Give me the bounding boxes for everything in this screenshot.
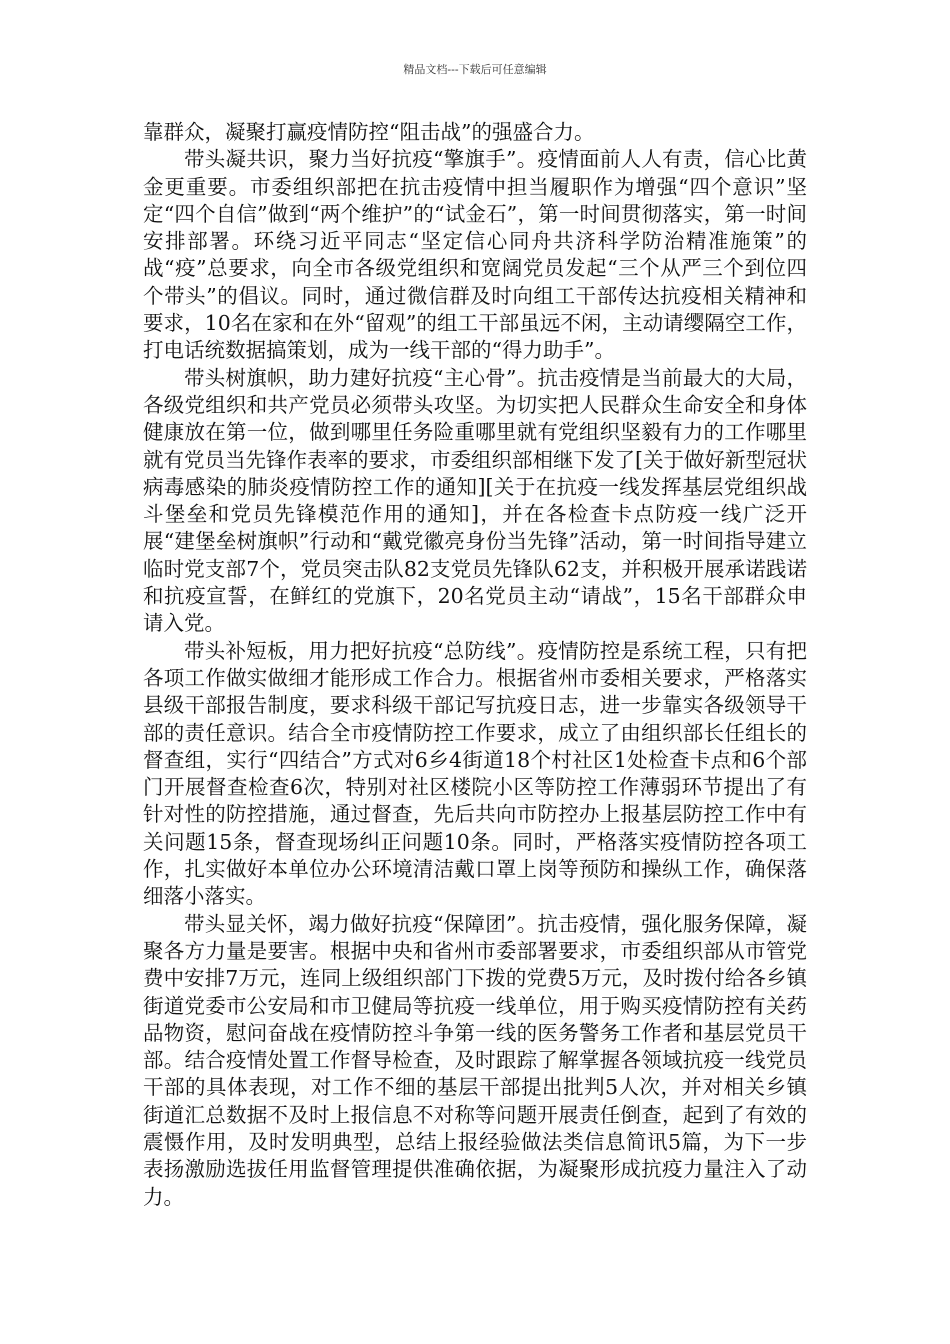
document-body [143,119,807,1211]
paragraph-consensus: 带头凝共识，聚力当好抗疫“擎旗手”。疫情面前人人有责，信心比黄金更重要。市委组织部把在抗击疫情中担当履职作为增强“四个意识”坚定“四个自信”做到“两个维护”的“试金石”，第一时间贯彻落实，第一时间安排部署。环绕习近平同志“坚定信心同舟共济科学防治精准施策”的战“疫”总要求，向全市各级党组织和宽阔党员发起“三个从严三个到位四个带头”的倡议。同时，通过微信群及时向组工干部传达抗疫相关精神和要求，10名在家和在外“留观”的组工干部虽远不闲，主动请缨隔空工作，打电话统数据搞策划，成为一线干部的“得力助手”。 [143,147,807,363]
paragraph-banner: 带头树旗帜，助力建好抗疫“主心骨”。抗击疫情是当前最大的大局，各级党组织和共产党员必须带头攻坚。为切实把人民群众生命安全和身体健康放在第一位，做到哪里任务险重哪里就有党组织坚毅有力的工作哪里就有党员当先锋作表率的要求，市委组织部相继下发了[关于做好新型冠状病毒感染的肺炎疫情防控工作的通知][关于在抗疫一线发挥基层党组织战斗堡垒和党员先锋模范作用的通知]，并在各检查卡点防疫一线广泛开展“建堡垒树旗帜”行动和“戴党徽亮身份当先锋”活动，第一时间指导建立临时党支部7个，党员突击队82支党员先锋队62支，并积极开展承诺践诺和抗疫宣誓，在鲜红的党旗下，20名党员主动“请战”，15名干部群众申请入党。 [143,365,807,636]
page-header: 精品文档---下载后可任意编辑 [403,63,547,76]
paragraph-care: 带头显关怀，竭力做好抗疫“保障团”。抗击疫情，强化服务保障，凝聚各方力量是要害。根据中央和省州市委部署要求，市委组织部从市管党费中安排7万元，连同上级组织部门下拨的党费5万元，及时拨付给各乡镇街道党委市公安局和市卫健局等抗疫一线单位，用于购买疫情防控有关药品物资，慰问奋战在疫情防控斗争第一线的医务警务工作者和基层党员干部。结合疫情处置工作督导检查，及时跟踪了解掌握各领域抗疫一线党员干部的具体表现，对工作不细的基层干部提出批判5人次，并对相关乡镇街道汇总数据不及时上报信息不对称等问题开展责任倒查，起到了有效的震慑作用，及时发明典型，总结上报经验做法类信息简讯5篇，为下一步表扬激励选拔任用监督管理提供准确依据，为凝聚形成抗疫力量注入了动力。 [143,911,807,1209]
paragraph-shortcomings: 带头补短板，用力把好抗疫“总防线”。疫情防控是系统工程，只有把各项工作做实做细才能形成工作合力。根据省州市委相关要求，严格落实县级干部报告制度，要求科级干部记写抗疫日志，进一步靠实各级领导干部的责任意识。结合全市疫情防控工作要求，成立了由组织部长任组长的督查组，实行“四结合”方式对6乡4街道18个村社区1处检查卡点和6个部门开展督查检查6次，特别对社区楼院小区等防控工作薄弱环节提出了有针对性的防控措施，通过督查，先后共向市防控办上报基层防控工作中有关问题15条，督查现场纠正问题10条。同时，严格落实疫情防控各项工作，扎实做好本单位办公环境清洁戴口罩上岗等预防和操纵工作，确保落细落小落实。 [143,638,807,909]
paragraph-continuation: 靠群众，凝聚打赢疫情防控“阻击战”的强盛合力。 [143,120,595,144]
